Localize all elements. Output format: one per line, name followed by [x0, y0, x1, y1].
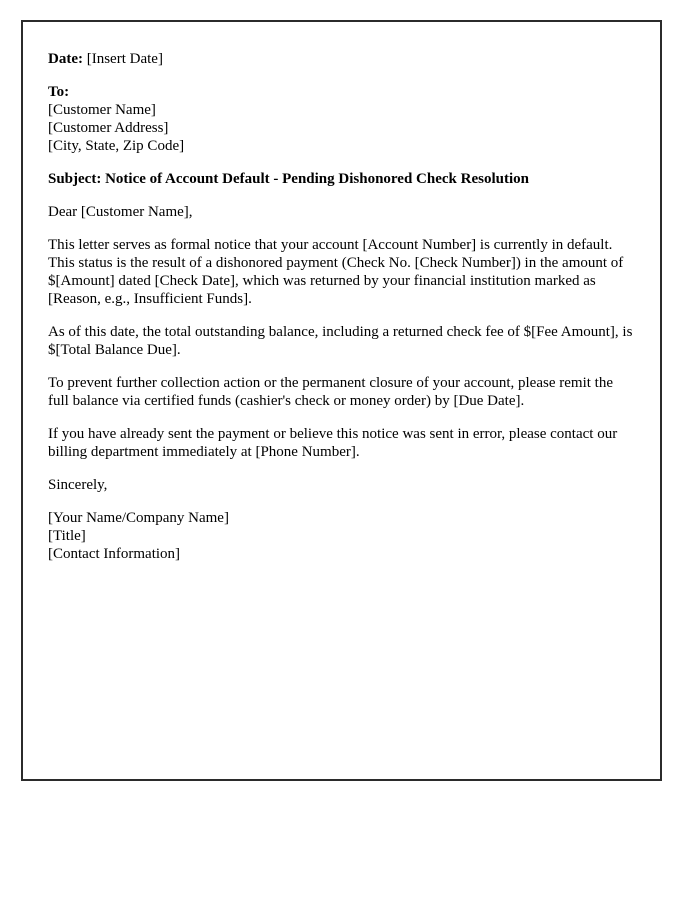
recipient-address-line: [Customer Address] [48, 120, 169, 136]
signature-block [48, 509, 635, 563]
letter-content [48, 50, 635, 563]
recipient-city-line: [City, State, Zip Code] [48, 138, 185, 154]
body-paragraph-3: To prevent further collection action or the permanent closure of your account, please remit the full balance via certified funds (cashier's check or money order) by [Due Date]. [48, 375, 613, 409]
signature-contact-line: [Contact Information] [48, 546, 181, 562]
recipient-label: To: [48, 84, 70, 100]
body-paragraph-2: As of this date, the total outstanding balance, including a returned check fee of $[Fee Amount], is $[Total Balance Due]. [48, 324, 633, 358]
body-paragraph-1: This letter serves as formal notice that your account [Account Number] is currently in default. This status is the result of a dishonored payment (Check No. [Check Number]) in the amount of $[Amount] dated [Check Date], which was returned by your financial institution marked as [Reason, e.g., Insufficient Funds]. [48, 237, 624, 307]
recipient-name-line: [Customer Name] [48, 102, 156, 118]
subject-line: Subject: Notice of Account Default - Pending Dishonored Check Resolution [48, 171, 529, 187]
signature-name-line: [Your Name/Company Name] [48, 510, 229, 526]
signature-title-line: [Title] [48, 528, 86, 544]
letter-border-box [21, 20, 662, 781]
date-line [48, 50, 635, 68]
recipient-block [48, 83, 635, 155]
date-value: [Insert Date] [86, 51, 163, 67]
salutation: Dear [Customer Name], [48, 204, 193, 220]
body-paragraph-4: If you have already sent the payment or believe this notice was sent in error, please contact our billing department immediately at [Phone Number]. [48, 426, 618, 460]
closing: Sincerely, [48, 477, 108, 493]
date-label: Date: [48, 51, 83, 67]
